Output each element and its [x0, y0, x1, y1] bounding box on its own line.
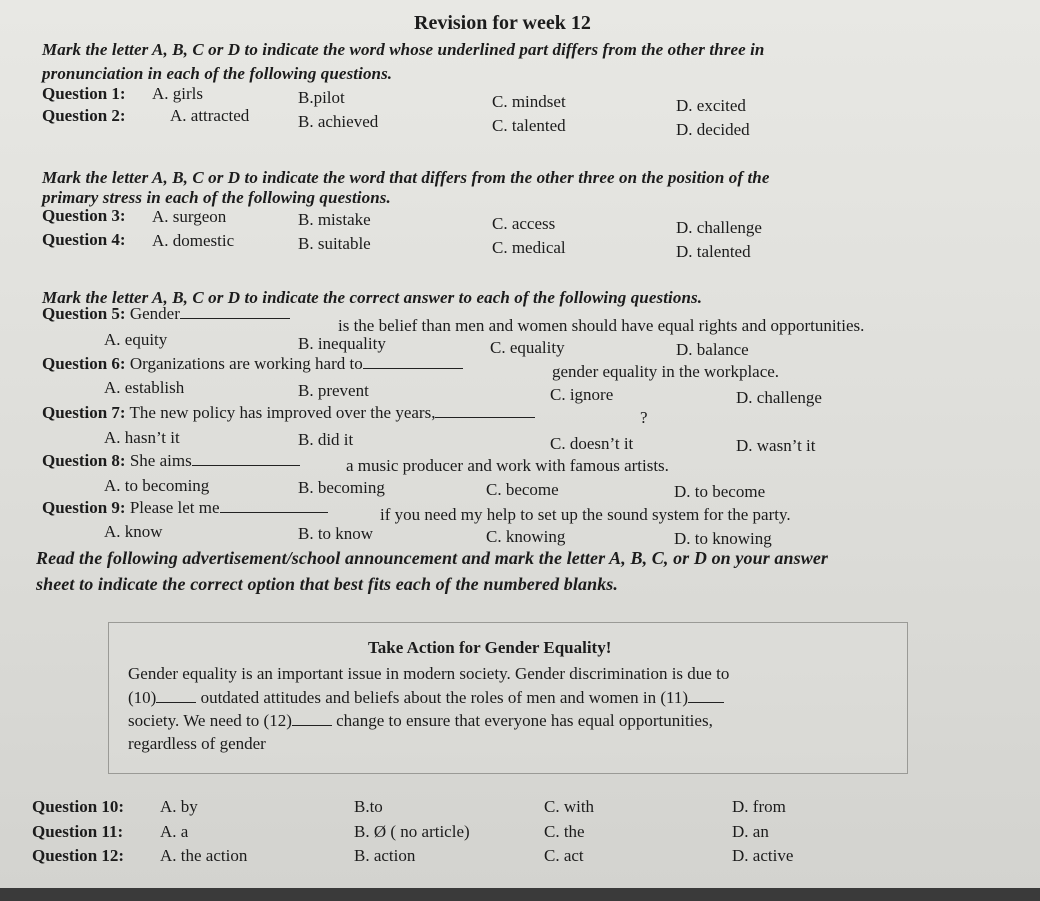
section1-instruction-line2: pronunciation in each of the following questions. [42, 64, 393, 83]
q11-option-b: B. Ø ( no article) [354, 822, 470, 841]
section2-instruction-line2: primary stress in each of the following questions. [42, 188, 391, 207]
q7-option-b: B. did it [298, 430, 354, 449]
q8-stem-before: She aims [129, 451, 192, 470]
q5-stem-after: is the belief than men and women should have equal rights and opportunities. [338, 316, 865, 335]
q4-option-b: B. suitable [298, 234, 371, 253]
q6-option-b: B. prevent [298, 381, 369, 400]
question-8-stem [42, 451, 300, 471]
q8-option-c: C. become [486, 480, 559, 499]
q4-option-a: A. domestic [152, 231, 235, 250]
question-5-label: Question 5: [42, 304, 126, 323]
passage-line-4: regardless of gender [128, 734, 266, 753]
q9-option-b: B. to know [298, 524, 374, 543]
q8-blank [192, 465, 300, 466]
q11-option-a: A. a [160, 822, 189, 841]
q9-blank [220, 512, 328, 513]
q1-option-d: D. excited [676, 96, 746, 115]
q1-a-text: A. girls [152, 84, 203, 103]
q6-option-d: D. challenge [736, 388, 822, 407]
q11-option-d: D. an [732, 822, 769, 841]
q6-blank [363, 368, 463, 369]
q4-option-d: D. talented [676, 242, 751, 261]
q7-stem-after: ? [640, 408, 648, 427]
question-11-label: Question 11: [32, 822, 124, 841]
q12-option-d: D. active [732, 846, 794, 865]
q7-stem-before: The new policy has improved over the years, [129, 403, 436, 422]
q5-option-a: A. equity [104, 330, 168, 349]
q1-option-c: C. mindset [492, 92, 566, 111]
passage-blank-11 [688, 702, 724, 703]
q12-option-b: B. action [354, 846, 416, 865]
question-8-label: Question 8: [42, 451, 126, 470]
q1-option-b: B.pilot [298, 88, 345, 107]
question-10-label: Question 10: [32, 797, 125, 816]
question-3-label: Question 3: [42, 206, 126, 225]
section2-instruction-line1: Mark the letter A, B, C or D to indicate the word that differs from the other three on the position of the [42, 168, 770, 187]
question-9-stem [42, 498, 328, 518]
q7-blank [435, 417, 535, 418]
question-1-label: Question 1: [42, 84, 126, 103]
question-5-stem [42, 304, 290, 324]
passage-line-3 [128, 711, 713, 731]
q12-option-c: C. act [544, 846, 584, 865]
q12-option-a: A. the action [160, 846, 248, 865]
page-title: Revision for week 12 [414, 12, 591, 34]
section4-instruction-line1: Read the following advertisement/school announcement and mark the letter A, B, C, or D on your answer [36, 548, 829, 568]
q11-option-c: C. the [544, 822, 585, 841]
q8-option-d: D. to become [674, 482, 766, 501]
q9-option-c: C. knowing [486, 527, 566, 546]
q3-option-a: A. surgeon [152, 207, 227, 226]
question-9-label: Question 9: [42, 498, 126, 517]
passage-blank-10 [156, 702, 196, 703]
passage-line-2-text: outdated attitudes and beliefs about the roles of men and women in (11) [200, 688, 689, 707]
q4-option-c: C. medical [492, 238, 566, 257]
question-4-label: Question 4: [42, 230, 126, 249]
q5-option-d: D. balance [676, 340, 749, 359]
passage-blank-10-label: (10) [128, 688, 157, 707]
q8-option-b: B. becoming [298, 478, 385, 497]
q3-option-b: B. mistake [298, 210, 371, 229]
q9-option-d: D. to knowing [674, 529, 772, 548]
q8-option-a: A. to becoming [104, 476, 210, 495]
q5-blank [180, 318, 290, 319]
question-2-label: Question 2: [42, 106, 126, 125]
q9-option-a: A. know [104, 522, 163, 541]
q10-option-d: D. from [732, 797, 786, 816]
q2-option-b: B. achieved [298, 112, 379, 131]
q6-option-c: C. ignore [550, 385, 614, 404]
q6-option-a: A. establish [104, 378, 185, 397]
passage-blank-12 [292, 725, 332, 726]
section3-instruction: Mark the letter A, B, C or D to indicate the correct answer to each of the following questions. [42, 288, 703, 307]
q5-option-b: B. inequality [298, 334, 386, 353]
q2-option-a: A. attracted [170, 106, 250, 125]
q7-option-d: D. wasn’t it [736, 436, 816, 455]
q3-option-c: C. access [492, 214, 556, 233]
section4-instruction-line2: sheet to indicate the correct option that best fits each of the numbered blanks. [36, 574, 618, 594]
q1-option-a [152, 84, 203, 104]
q8-stem-after: a music producer and work with famous artists. [346, 456, 669, 475]
q10-option-b: B.to [354, 797, 383, 816]
q6-stem-after: gender equality in the workplace. [552, 362, 780, 381]
passage-line-2 [128, 688, 724, 708]
section1-instruction-line1: Mark the letter A, B, C or D to indicate the word whose underlined part differs from the other three in [42, 40, 765, 59]
q9-stem-before: Please let me [129, 498, 220, 517]
passage-title: Take Action for Gender Equality! [368, 638, 612, 657]
question-7-stem [42, 403, 535, 423]
q2-option-c: C. talented [492, 116, 566, 135]
q6-stem-before: Organizations are working hard to [129, 354, 363, 373]
question-7-label: Question 7: [42, 403, 126, 422]
q7-option-a: A. hasn’t it [104, 428, 180, 447]
q3-option-d: D. challenge [676, 218, 762, 237]
question-6-label: Question 6: [42, 354, 126, 373]
q5-option-c: C. equality [490, 338, 565, 357]
question-6-stem [42, 354, 463, 374]
q5-stem-before: Gender [129, 304, 180, 323]
passage-line-3-end: change to ensure that everyone has equal opportunities, [336, 711, 713, 730]
page-bottom-edge [0, 888, 1040, 901]
q7-option-c: C. doesn’t it [550, 434, 634, 453]
q10-option-a: A. by [160, 797, 198, 816]
passage-line-1: Gender equality is an important issue in modern society. Gender discrimination is due to [128, 664, 730, 683]
q10-option-c: C. with [544, 797, 595, 816]
question-12-label: Question 12: [32, 846, 125, 865]
q2-option-d: D. decided [676, 120, 750, 139]
q9-stem-after: if you need my help to set up the sound system for the party. [380, 505, 791, 524]
passage-line-3-start: society. We need to (12) [128, 711, 292, 730]
